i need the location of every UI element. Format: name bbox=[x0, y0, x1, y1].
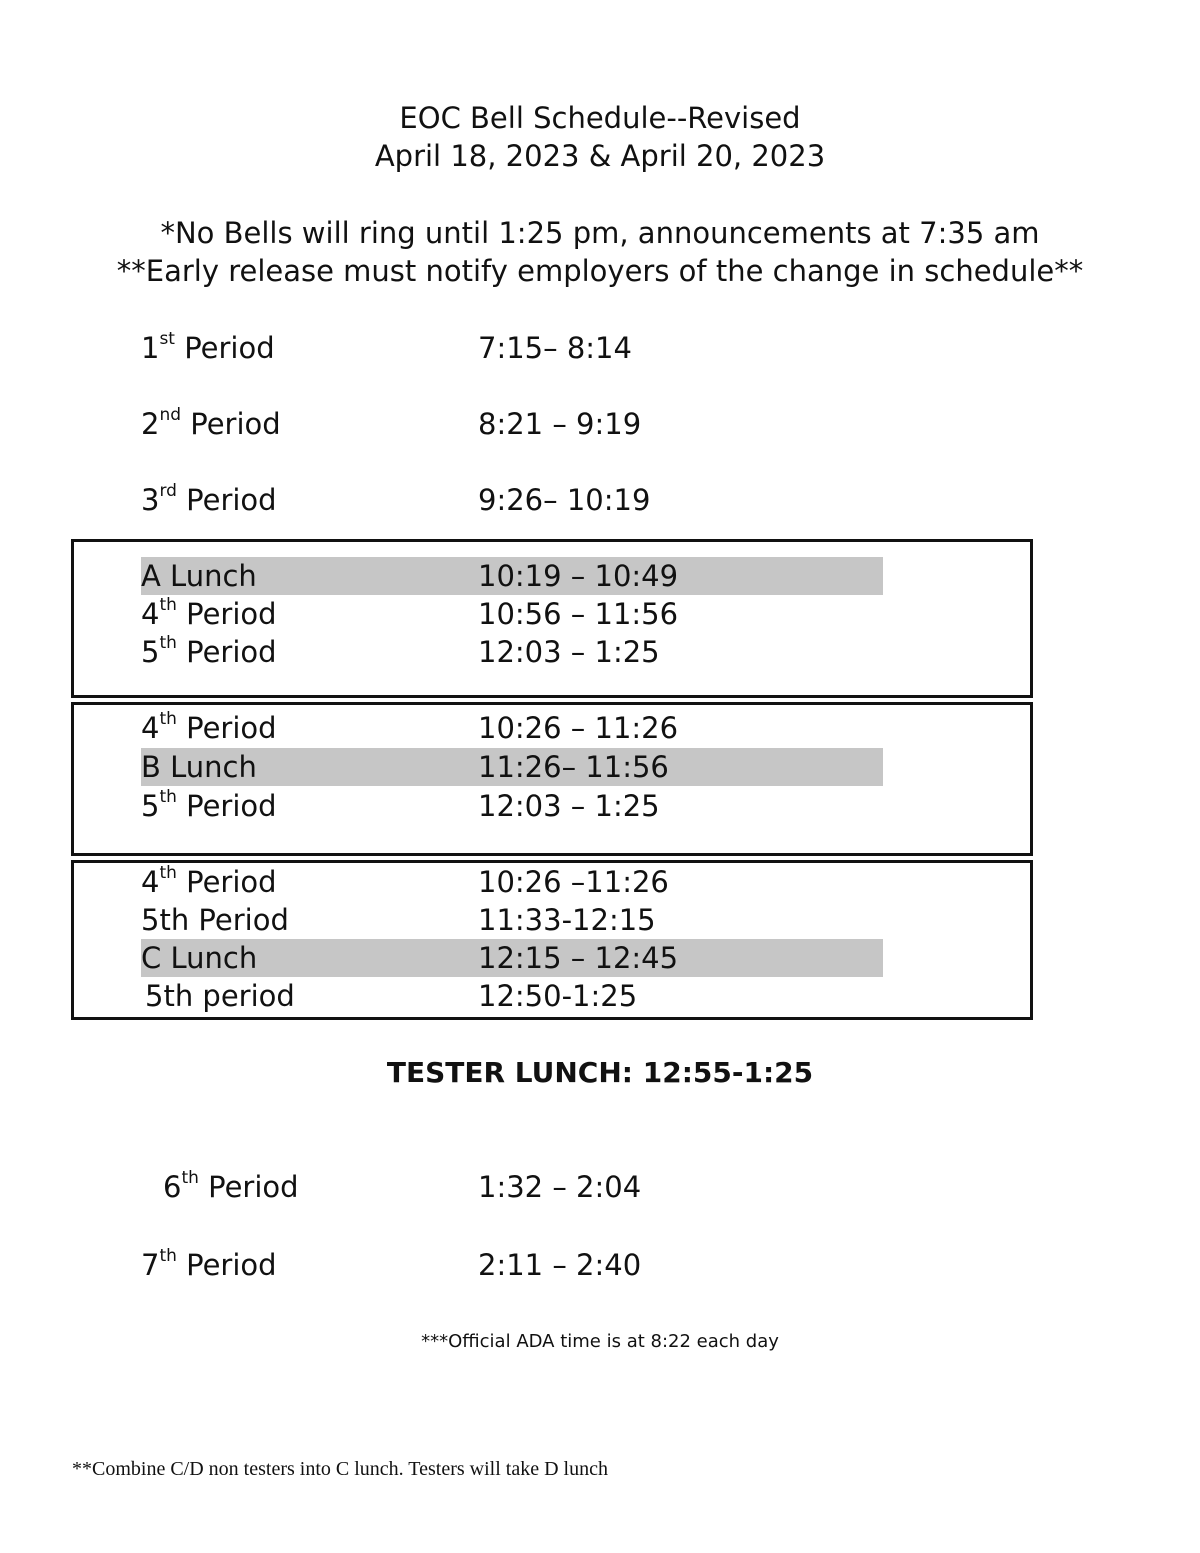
lunch-c-period-4 bbox=[141, 863, 941, 901]
period-time: 8:21 – 9:19 bbox=[478, 407, 642, 441]
period-label: 3rd Period bbox=[141, 481, 277, 517]
tester-lunch: TESTER LUNCH: 12:55-1:25 bbox=[386, 1056, 814, 1089]
period-label: 1st Period bbox=[141, 329, 275, 365]
period-label: 5th Period bbox=[141, 903, 289, 937]
period-time: 10:26 –11:26 bbox=[478, 865, 669, 899]
lunch-time: 10:19 – 10:49 bbox=[478, 559, 679, 593]
lunch-c-row bbox=[141, 939, 883, 977]
lunch-label: C Lunch bbox=[141, 941, 258, 975]
footer-note: **Combine C/D non testers into C lunch. Testers will take D lunch bbox=[72, 1458, 608, 1480]
lunch-c-period-5-after bbox=[141, 977, 941, 1015]
lunch-b-period-5 bbox=[141, 787, 941, 825]
lunch-b-row bbox=[141, 748, 883, 786]
schedule-dates: April 18, 2023 & April 20, 2023 bbox=[374, 139, 826, 173]
page-title: EOC Bell Schedule--Revised bbox=[399, 101, 801, 135]
period-label: 7th Period bbox=[141, 1246, 277, 1282]
lunch-label: B Lunch bbox=[141, 750, 257, 784]
period-label: 4th Period bbox=[141, 709, 277, 745]
period-time: 1:32 – 2:04 bbox=[478, 1170, 642, 1204]
lunch-label: A Lunch bbox=[141, 559, 257, 593]
lunch-time: 12:15 – 12:45 bbox=[478, 941, 679, 975]
early-release-note: **Early release must notify employers of the change in schedule** bbox=[116, 254, 1084, 288]
period-row-7 bbox=[141, 1246, 1041, 1284]
period-label: 4th Period bbox=[141, 863, 277, 899]
period-time: 9:26– 10:19 bbox=[478, 483, 651, 517]
period-label: 4th Period bbox=[141, 595, 277, 631]
period-time: 12:03 – 1:25 bbox=[478, 635, 660, 669]
lunch-a-row bbox=[141, 557, 883, 595]
bells-note: *No Bells will ring until 1:25 pm, announcements at 7:35 am bbox=[160, 216, 1040, 250]
period-row-1 bbox=[141, 329, 1041, 367]
period-label: 2nd Period bbox=[141, 405, 281, 441]
ada-note: ***Official ADA time is at 8:22 each day bbox=[421, 1331, 779, 1352]
lunch-a-period-4 bbox=[141, 595, 941, 633]
lunch-c-period-5 bbox=[141, 901, 941, 939]
period-time: 12:50-1:25 bbox=[478, 979, 638, 1013]
period-label: 5th Period bbox=[141, 633, 277, 669]
period-time: 10:56 – 11:56 bbox=[478, 597, 679, 631]
lunch-time: 11:26– 11:56 bbox=[478, 750, 669, 784]
period-row-2 bbox=[141, 405, 1041, 443]
period-time: 12:03 – 1:25 bbox=[478, 789, 660, 823]
period-label: 5th Period bbox=[141, 787, 277, 823]
period-time: 7:15– 8:14 bbox=[478, 331, 632, 365]
period-row-3 bbox=[141, 481, 1041, 519]
period-time: 2:11 – 2:40 bbox=[478, 1248, 642, 1282]
period-row-6 bbox=[141, 1168, 1041, 1206]
period-time: 11:33-12:15 bbox=[478, 903, 656, 937]
period-label: 6th Period bbox=[163, 1168, 299, 1204]
lunch-b-period-4 bbox=[141, 709, 941, 747]
period-time: 10:26 – 11:26 bbox=[478, 711, 679, 745]
period-label: 5th period bbox=[145, 979, 295, 1013]
lunch-a-period-5 bbox=[141, 633, 941, 671]
